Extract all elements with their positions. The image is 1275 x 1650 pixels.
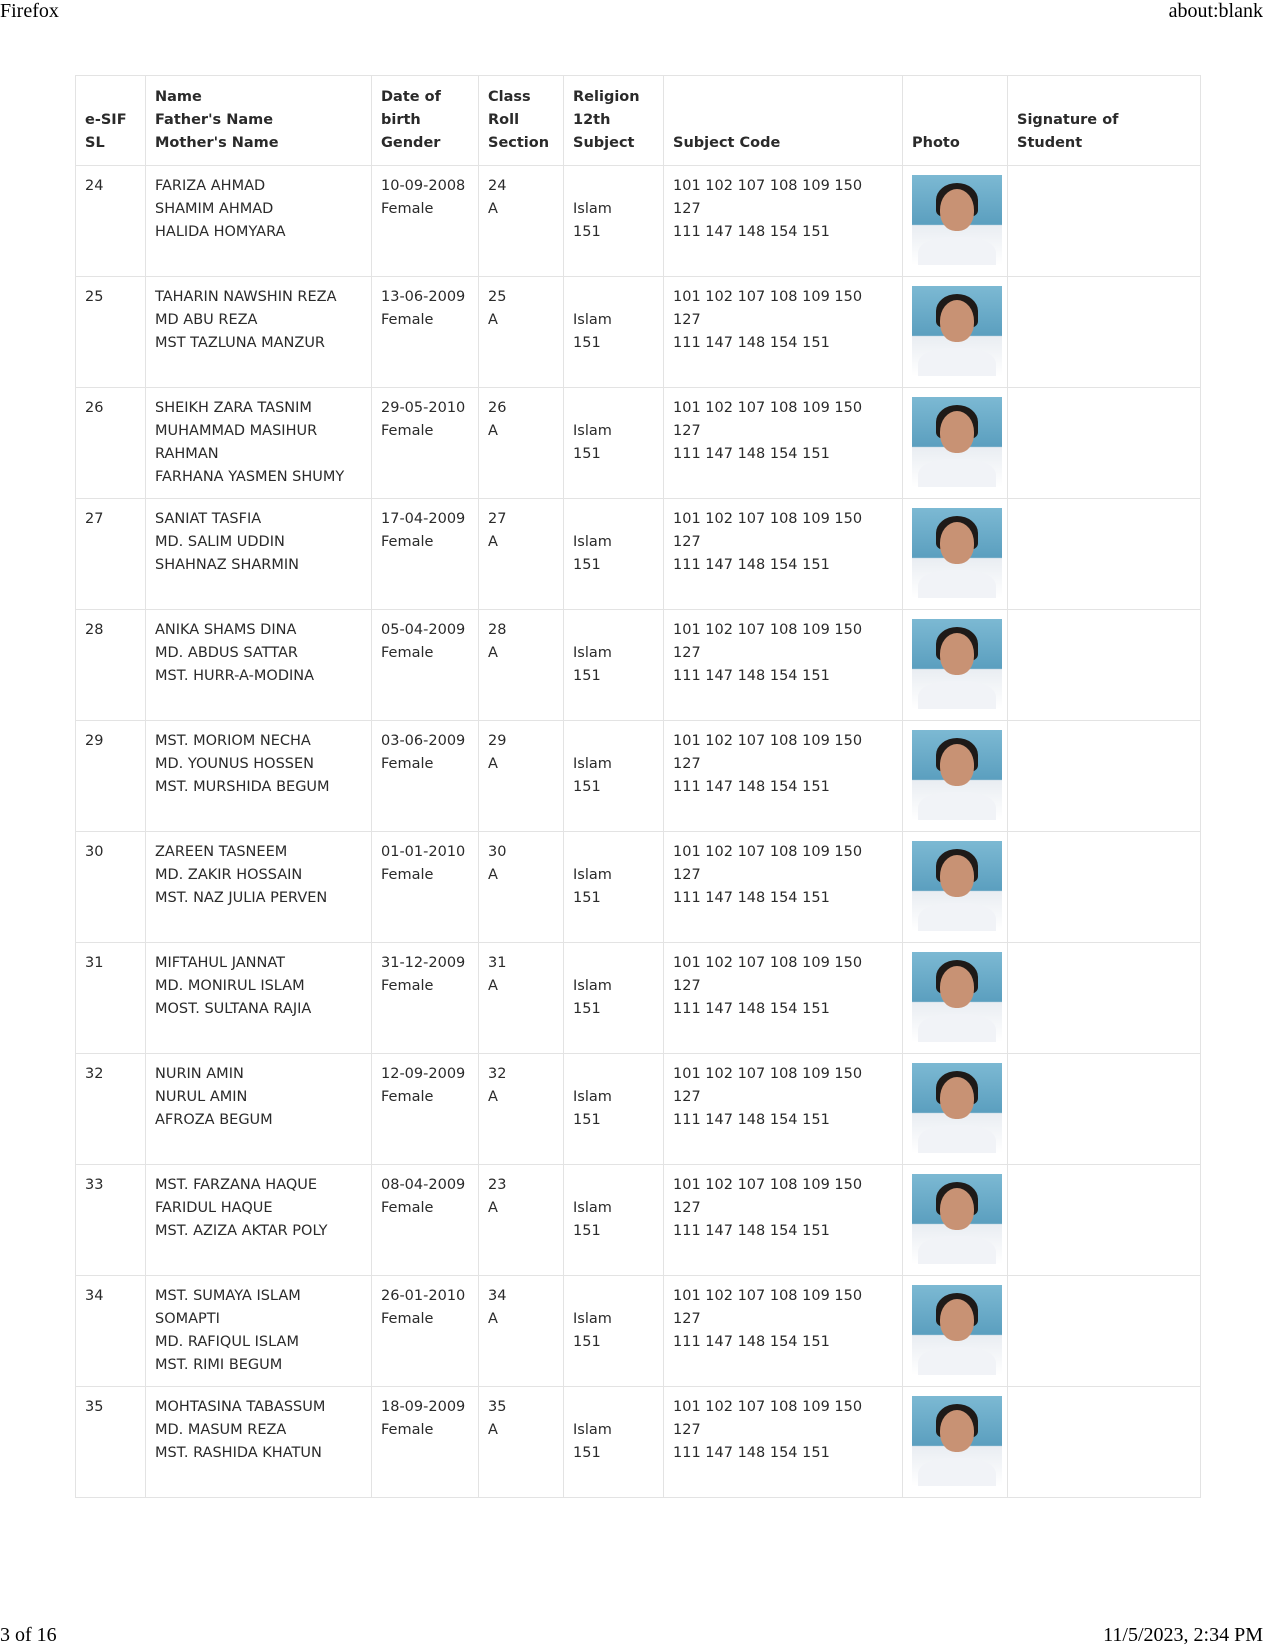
cell-text-father: MD. YOUNUS HOSSEN (155, 756, 314, 772)
cell-text-roll: 28 (488, 622, 507, 638)
student-table (75, 75, 1201, 1498)
cell-subject-codes (664, 721, 903, 832)
cell-roll-section (479, 388, 564, 499)
cell-roll-section (479, 277, 564, 388)
cell-text-name: NURIN AMIN (155, 1066, 244, 1082)
cell-text-father: MD. MONIRUL ISLAM (155, 978, 305, 994)
cell-text-roll: 30 (488, 844, 507, 860)
cell-subject-codes (664, 943, 903, 1054)
table-row (76, 1165, 1201, 1276)
cell-text-sl: 32 (85, 1066, 104, 1082)
cell-roll-section (479, 1054, 564, 1165)
cell-text-religion: Islam (573, 867, 612, 883)
cell-text-religion: Islam (573, 645, 612, 661)
cell-text-codes2: 111 147 148 154 151 (673, 1445, 830, 1461)
student-photo (912, 175, 1002, 265)
cell-religion (564, 388, 664, 499)
cell-roll-section (479, 499, 564, 610)
table-row (76, 1387, 1201, 1498)
cell-text-codes1: 101 102 107 108 109 150 127 (673, 622, 863, 661)
cell-dob-gender (372, 499, 479, 610)
cell-text-sl: 35 (85, 1399, 104, 1415)
cell-text-roll: 27 (488, 511, 507, 527)
cell-religion (564, 721, 664, 832)
browser-name: Firefox (0, 0, 59, 22)
cell-photo (903, 610, 1008, 721)
page-url: about:blank (1168, 0, 1263, 22)
cell-roll-section (479, 1387, 564, 1498)
cell-subject-codes (664, 388, 903, 499)
header-class: Class Roll Section (479, 76, 564, 166)
cell-text-gender: Female (381, 645, 434, 661)
cell-text-codes1: 101 102 107 108 109 150 127 (673, 511, 863, 550)
cell-text-roll: 26 (488, 400, 507, 416)
cell-photo (903, 499, 1008, 610)
cell-text-gender: Female (381, 534, 434, 550)
cell-text-name: MST. FARZANA HAQUE (155, 1177, 318, 1193)
cell-text-father: MUHAMMAD MASIHUR RAHMAN (155, 423, 318, 462)
cell-signature (1008, 610, 1201, 721)
cell-signature (1008, 277, 1201, 388)
cell-text-section: A (488, 423, 498, 439)
print-timestamp: 11/5/2023, 2:34 PM (1103, 1624, 1263, 1646)
cell-subject-codes (664, 277, 903, 388)
cell-signature (1008, 1165, 1201, 1276)
cell-text-section: A (488, 867, 498, 883)
table-row (76, 943, 1201, 1054)
table-row (76, 166, 1201, 277)
cell-religion (564, 1387, 664, 1498)
cell-names (146, 1276, 372, 1387)
cell-text-subject12: 151 (573, 1445, 601, 1461)
cell-text-dob: 08-04-2009 (381, 1177, 466, 1193)
cell-photo (903, 1054, 1008, 1165)
cell-text-religion: Islam (573, 1200, 612, 1216)
student-photo (912, 397, 1002, 487)
cell-text-father: MD. MASUM REZA (155, 1422, 287, 1438)
cell-text-section: A (488, 1422, 498, 1438)
cell-text-sl: 29 (85, 733, 104, 749)
cell-dob-gender (372, 610, 479, 721)
cell-text-codes1: 101 102 107 108 109 150 127 (673, 1399, 863, 1438)
cell-sl (76, 832, 146, 943)
cell-text-mother: FARHANA YASMEN SHUMY (155, 469, 345, 485)
cell-text-sl: 26 (85, 400, 104, 416)
cell-signature (1008, 832, 1201, 943)
cell-text-dob: 05-04-2009 (381, 622, 466, 638)
cell-text-name: FARIZA AHMAD (155, 178, 266, 194)
header-signature: Signature of Student (1008, 76, 1201, 166)
cell-text-dob: 31-12-2009 (381, 955, 466, 971)
table-row (76, 499, 1201, 610)
print-footer (0, 1624, 1275, 1650)
cell-religion (564, 1276, 664, 1387)
cell-text-father: MD. RAFIQUL ISLAM (155, 1334, 299, 1350)
cell-sl (76, 277, 146, 388)
table-row (76, 721, 1201, 832)
cell-text-codes2: 111 147 148 154 151 (673, 1334, 830, 1350)
cell-text-mother: MST. AZIZA AKTAR POLY (155, 1223, 328, 1239)
cell-subject-codes (664, 166, 903, 277)
cell-text-codes2: 111 147 148 154 151 (673, 557, 830, 573)
cell-subject-codes (664, 1165, 903, 1276)
cell-dob-gender (372, 1387, 479, 1498)
cell-text-codes2: 111 147 148 154 151 (673, 1223, 830, 1239)
cell-text-section: A (488, 1311, 498, 1327)
cell-text-gender: Female (381, 867, 434, 883)
cell-text-name: MOHTASINA TABASSUM (155, 1399, 326, 1415)
cell-text-roll: 35 (488, 1399, 507, 1415)
cell-text-codes1: 101 102 107 108 109 150 127 (673, 400, 863, 439)
cell-names (146, 943, 372, 1054)
cell-roll-section (479, 166, 564, 277)
cell-text-religion: Islam (573, 1311, 612, 1327)
cell-dob-gender (372, 721, 479, 832)
cell-roll-section (479, 943, 564, 1054)
cell-photo (903, 1165, 1008, 1276)
cell-text-sl: 33 (85, 1177, 104, 1193)
cell-dob-gender (372, 277, 479, 388)
cell-text-subject12: 151 (573, 224, 601, 240)
cell-names (146, 721, 372, 832)
cell-text-subject12: 151 (573, 446, 601, 462)
cell-text-gender: Female (381, 1089, 434, 1105)
cell-text-section: A (488, 978, 498, 994)
cell-dob-gender (372, 388, 479, 499)
cell-signature (1008, 166, 1201, 277)
cell-roll-section (479, 1165, 564, 1276)
cell-religion (564, 499, 664, 610)
header-dob: Date of birth Gender (372, 76, 479, 166)
cell-text-section: A (488, 201, 498, 217)
cell-text-dob: 10-09-2008 (381, 178, 466, 194)
cell-text-dob: 13-06-2009 (381, 289, 466, 305)
cell-text-religion: Islam (573, 312, 612, 328)
cell-text-father: MD. ABDUS SATTAR (155, 645, 298, 661)
cell-text-dob: 03-06-2009 (381, 733, 466, 749)
cell-text-mother: MST. RIMI BEGUM (155, 1357, 283, 1373)
cell-text-section: A (488, 645, 498, 661)
cell-text-roll: 34 (488, 1288, 507, 1304)
cell-text-sl: 30 (85, 844, 104, 860)
cell-dob-gender (372, 166, 479, 277)
student-photo (912, 1285, 1002, 1375)
table-row (76, 388, 1201, 499)
cell-text-dob: 18-09-2009 (381, 1399, 466, 1415)
cell-photo (903, 721, 1008, 832)
cell-signature (1008, 721, 1201, 832)
cell-religion (564, 832, 664, 943)
cell-text-gender: Female (381, 312, 434, 328)
cell-roll-section (479, 1276, 564, 1387)
cell-text-religion: Islam (573, 1422, 612, 1438)
cell-text-sl: 28 (85, 622, 104, 638)
cell-dob-gender (372, 1054, 479, 1165)
cell-text-codes2: 111 147 148 154 151 (673, 1001, 830, 1017)
cell-photo (903, 277, 1008, 388)
cell-photo (903, 1387, 1008, 1498)
cell-sl (76, 1276, 146, 1387)
cell-text-roll: 29 (488, 733, 507, 749)
cell-names (146, 1054, 372, 1165)
cell-text-codes2: 111 147 148 154 151 (673, 446, 830, 462)
cell-text-religion: Islam (573, 978, 612, 994)
student-photo (912, 619, 1002, 709)
cell-text-roll: 23 (488, 1177, 507, 1193)
page-number: 3 of 16 (0, 1624, 57, 1646)
table-header-row (76, 76, 1201, 166)
cell-text-codes2: 111 147 148 154 151 (673, 335, 830, 351)
cell-text-father: MD. SALIM UDDIN (155, 534, 285, 550)
cell-subject-codes (664, 1276, 903, 1387)
cell-signature (1008, 943, 1201, 1054)
cell-text-subject12: 151 (573, 1334, 601, 1350)
cell-text-dob: 17-04-2009 (381, 511, 466, 527)
cell-text-sl: 34 (85, 1288, 104, 1304)
cell-text-name: ANIKA SHAMS DINA (155, 622, 297, 638)
cell-photo (903, 388, 1008, 499)
cell-text-gender: Female (381, 1422, 434, 1438)
cell-text-gender: Female (381, 1311, 434, 1327)
table-row (76, 1054, 1201, 1165)
cell-photo (903, 943, 1008, 1054)
cell-text-subject12: 151 (573, 779, 601, 795)
cell-text-name: SANIAT TASFIA (155, 511, 262, 527)
cell-sl (76, 388, 146, 499)
cell-text-section: A (488, 1200, 498, 1216)
cell-text-name: ZAREEN TASNEEM (155, 844, 288, 860)
cell-text-codes1: 101 102 107 108 109 150 127 (673, 289, 863, 328)
cell-text-gender: Female (381, 423, 434, 439)
cell-text-father: MD. ZAKIR HOSSAIN (155, 867, 303, 883)
cell-text-codes2: 111 147 148 154 151 (673, 224, 830, 240)
cell-text-section: A (488, 534, 498, 550)
cell-text-dob: 01-01-2010 (381, 844, 466, 860)
header-name: Name Father's Name Mother's Name (146, 76, 372, 166)
cell-sl (76, 1054, 146, 1165)
cell-text-codes1: 101 102 107 108 109 150 127 (673, 1177, 863, 1216)
cell-text-religion: Islam (573, 201, 612, 217)
cell-roll-section (479, 832, 564, 943)
cell-text-religion: Islam (573, 423, 612, 439)
cell-text-subject12: 151 (573, 557, 601, 573)
cell-text-codes1: 101 102 107 108 109 150 127 (673, 1066, 863, 1105)
cell-text-roll: 32 (488, 1066, 507, 1082)
cell-text-gender: Female (381, 978, 434, 994)
cell-signature (1008, 1276, 1201, 1387)
cell-signature (1008, 1387, 1201, 1498)
cell-sl (76, 721, 146, 832)
cell-names (146, 610, 372, 721)
student-photo (912, 508, 1002, 598)
cell-text-section: A (488, 756, 498, 772)
table-row (76, 277, 1201, 388)
cell-religion (564, 166, 664, 277)
cell-text-mother: HALIDA HOMYARA (155, 224, 286, 240)
cell-text-mother: MST. RASHIDA KHATUN (155, 1445, 322, 1461)
cell-text-sl: 31 (85, 955, 104, 971)
cell-sl (76, 943, 146, 1054)
cell-sl (76, 1387, 146, 1498)
cell-names (146, 277, 372, 388)
cell-text-subject12: 151 (573, 668, 601, 684)
student-photo (912, 1396, 1002, 1486)
cell-subject-codes (664, 1054, 903, 1165)
cell-signature (1008, 388, 1201, 499)
cell-sl (76, 1165, 146, 1276)
cell-dob-gender (372, 832, 479, 943)
cell-text-dob: 12-09-2009 (381, 1066, 466, 1082)
cell-text-sl: 25 (85, 289, 104, 305)
cell-text-mother: MST. NAZ JULIA PERVEN (155, 890, 328, 906)
cell-text-mother: MST. MURSHIDA BEGUM (155, 779, 330, 795)
cell-text-sl: 24 (85, 178, 104, 194)
cell-text-name: MIFTAHUL JANNAT (155, 955, 286, 971)
cell-subject-codes (664, 1387, 903, 1498)
cell-sl (76, 166, 146, 277)
student-photo (912, 841, 1002, 931)
cell-signature (1008, 499, 1201, 610)
cell-photo (903, 1276, 1008, 1387)
cell-text-dob: 26-01-2010 (381, 1288, 466, 1304)
print-header (0, 0, 1275, 26)
cell-text-codes2: 111 147 148 154 151 (673, 779, 830, 795)
cell-text-subject12: 151 (573, 1001, 601, 1017)
cell-text-mother: MST. HURR-A-MODINA (155, 668, 315, 684)
header-sl: e-SIF SL (76, 76, 146, 166)
cell-photo (903, 832, 1008, 943)
cell-religion (564, 1165, 664, 1276)
cell-religion (564, 1054, 664, 1165)
cell-names (146, 388, 372, 499)
student-photo (912, 952, 1002, 1042)
student-photo (912, 286, 1002, 376)
cell-text-name: MST. MORIOM NECHA (155, 733, 311, 749)
cell-text-gender: Female (381, 756, 434, 772)
cell-text-father: FARIDUL HAQUE (155, 1200, 273, 1216)
header-religion: Religion 12th Subject (564, 76, 664, 166)
cell-names (146, 832, 372, 943)
cell-text-subject12: 151 (573, 335, 601, 351)
cell-text-name: MST. SUMAYA ISLAM SOMAPTI (155, 1288, 301, 1327)
cell-names (146, 166, 372, 277)
cell-sl (76, 499, 146, 610)
cell-text-mother: MOST. SULTANA RAJIA (155, 1001, 312, 1017)
cell-signature (1008, 1054, 1201, 1165)
cell-text-father: SHAMIM AHMAD (155, 201, 274, 217)
table-body (76, 166, 1201, 1498)
cell-text-codes1: 101 102 107 108 109 150 127 (673, 178, 863, 217)
cell-text-religion: Islam (573, 756, 612, 772)
cell-text-father: MD ABU REZA (155, 312, 258, 328)
header-photo: Photo (903, 76, 1008, 166)
cell-names (146, 1387, 372, 1498)
cell-religion (564, 610, 664, 721)
cell-text-mother: AFROZA BEGUM (155, 1112, 273, 1128)
table-row (76, 832, 1201, 943)
cell-dob-gender (372, 1165, 479, 1276)
cell-photo (903, 166, 1008, 277)
cell-text-mother: SHAHNAZ SHARMIN (155, 557, 299, 573)
cell-text-codes1: 101 102 107 108 109 150 127 (673, 844, 863, 883)
cell-text-codes2: 111 147 148 154 151 (673, 668, 830, 684)
cell-text-gender: Female (381, 201, 434, 217)
cell-text-subject12: 151 (573, 890, 601, 906)
cell-text-subject12: 151 (573, 1223, 601, 1239)
header-subject-code: Subject Code (664, 76, 903, 166)
cell-text-name: SHEIKH ZARA TASNIM (155, 400, 312, 416)
student-photo (912, 730, 1002, 820)
cell-text-codes2: 111 147 148 154 151 (673, 890, 830, 906)
cell-names (146, 1165, 372, 1276)
cell-religion (564, 277, 664, 388)
cell-text-roll: 25 (488, 289, 507, 305)
table-row (76, 1276, 1201, 1387)
cell-text-codes1: 101 102 107 108 109 150 127 (673, 1288, 863, 1327)
cell-religion (564, 943, 664, 1054)
cell-text-roll: 31 (488, 955, 507, 971)
cell-text-codes1: 101 102 107 108 109 150 127 (673, 733, 863, 772)
cell-text-codes1: 101 102 107 108 109 150 127 (673, 955, 863, 994)
cell-text-section: A (488, 1089, 498, 1105)
cell-text-section: A (488, 312, 498, 328)
cell-subject-codes (664, 499, 903, 610)
cell-sl (76, 610, 146, 721)
cell-text-codes2: 111 147 148 154 151 (673, 1112, 830, 1128)
cell-roll-section (479, 721, 564, 832)
cell-subject-codes (664, 832, 903, 943)
cell-text-subject12: 151 (573, 1112, 601, 1128)
cell-text-name: TAHARIN NAWSHIN REZA (155, 289, 337, 305)
cell-text-religion: Islam (573, 1089, 612, 1105)
cell-dob-gender (372, 1276, 479, 1387)
student-photo (912, 1174, 1002, 1264)
cell-roll-section (479, 610, 564, 721)
cell-text-gender: Female (381, 1200, 434, 1216)
cell-dob-gender (372, 943, 479, 1054)
cell-subject-codes (664, 610, 903, 721)
table-row (76, 610, 1201, 721)
cell-text-mother: MST TAZLUNA MANZUR (155, 335, 326, 351)
cell-text-father: NURUL AMIN (155, 1089, 248, 1105)
cell-text-sl: 27 (85, 511, 104, 527)
cell-text-dob: 29-05-2010 (381, 400, 466, 416)
cell-names (146, 499, 372, 610)
cell-text-roll: 24 (488, 178, 507, 194)
cell-text-religion: Islam (573, 534, 612, 550)
student-photo (912, 1063, 1002, 1153)
